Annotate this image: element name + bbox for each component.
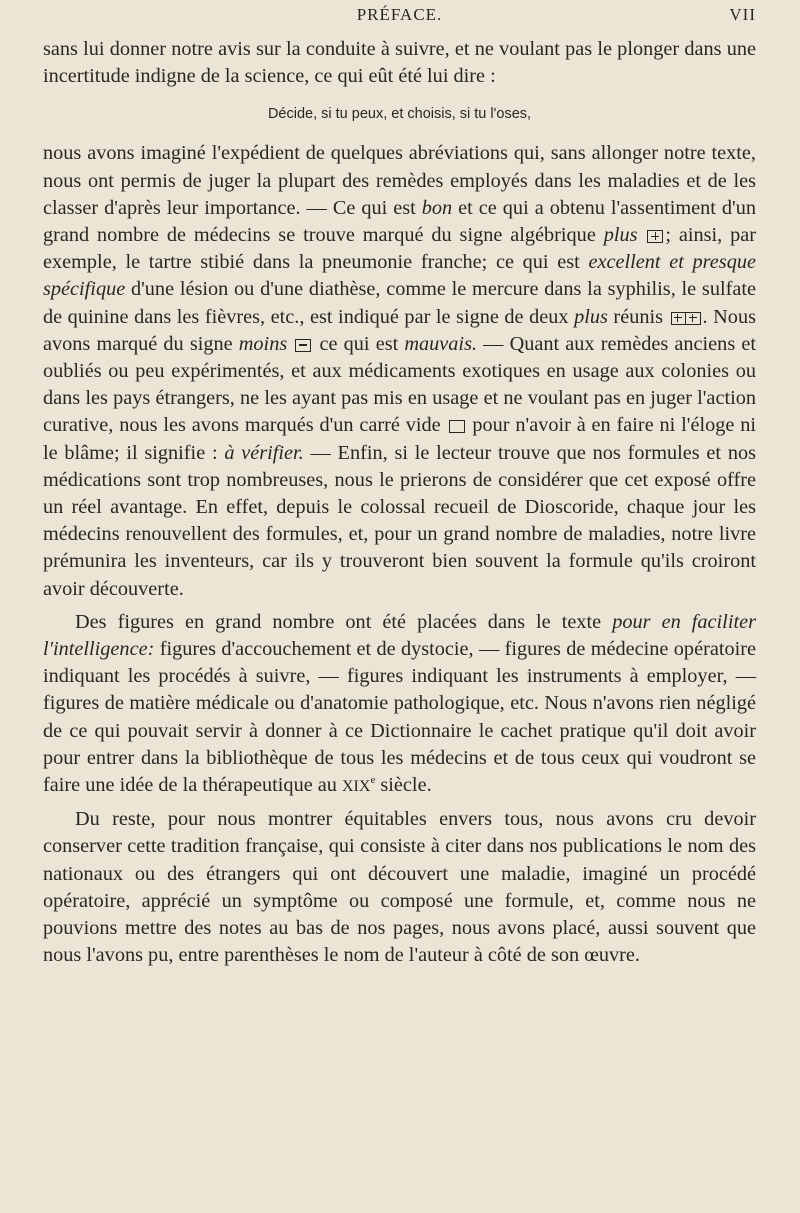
text-run: — Quant aux remèdes anciens et oubliés ou peu expérimentés, et aux médicaments exotiques en usage aux colonies ou dans les pays étrangers, ne les ayant pas mis en usage et ne voulant pas en juger l'action curative, nous les avons marqués d'un carré vide — [43, 332, 756, 437]
running-header — [43, 0, 756, 36]
text-run: d'une lésion ou d'une diathèse, comme le mercure dans la syphilis, le sulfate de quinine dans les fièvres, etc., est indiqué par le signe de deux — [43, 278, 756, 328]
italic-term: pour en faciliter l'intelligence: — [43, 610, 756, 661]
minus-sign-icon — [295, 339, 311, 352]
text-run: pour n'avoir à en faire ni l'éloge ni le blâme; il signifie : — [43, 414, 756, 464]
italic-term: à vérifier. — [224, 441, 304, 464]
paragraph-abbreviations — [43, 140, 756, 602]
empty-square-icon — [449, 420, 465, 433]
paragraph-continuation: sans lui donner notre avis sur la conduite à suivre, et ne voulant pas le plonger dans une incertitude indigne de la science, ce qui eût été lui dire : — [43, 38, 756, 88]
italic-term: plus — [574, 305, 608, 328]
paragraph-tradition: Du reste, pour nous montrer équitables envers tous, nous avons cru devoir conserver cette tradition française, qui consiste à citer dans nos publications le nom des nationaux ou des étrangers qui ont découvert une maladie, imaginé un procédé opératoire, apprécié un symptôme ou composé une formule, et, comme nous ne pouvions mettre des notes au bas de nos pages, nous avons placé, aussi souvent que nous l'avons pu, entre parenthèses le nom de l'auteur à côté de son œuvre. — [43, 808, 756, 967]
italic-term: excellent et presque spécifique — [43, 251, 756, 301]
italic-term: plus — [603, 224, 638, 247]
text-run: figures d'accouchement et de dystocie, — figures de médecine opératoire indiquant les procédés à suivre, — figures indiquant les instruments à employer, — figures de matière médicale ou d'anatomie pathologique, etc. Nous n'avons rien négligé de ce qui pouvait servir à donner à ce Dictionnaire le cachet pratique qu'il doit avoir pour entrer dans la bibliothèque de tous les médecins et de tous ceux qui voudront se faire une idée de la thérapeutique au — [43, 638, 756, 797]
century-numeral: XIX — [342, 778, 371, 796]
motto-line: Décide, si tu peux, et choisis, si tu l'oses, — [267, 106, 532, 123]
italic-term: bon — [421, 196, 453, 219]
text-run: ce qui est — [313, 332, 405, 355]
text-run: et ce qui a obtenu l'assentiment d'un grand nombre de médecins se trouve marqué du signe algébrique — [43, 196, 756, 247]
page-number: VII — [729, 5, 756, 24]
superscript: e — [370, 774, 376, 787]
text-run: siècle. — [375, 774, 432, 797]
text-run: — Enfin, si le lecteur trouve que nos formules et nos médications sont trop nombreuses, nous le prierons de considérer que cet exposé offre un réel avantage. En effet, depuis le colossal recueil de Dioscoride, chaque jour les médecins renouvellent des formules, et, pour un grand nombre de maladies, notre livre prémunira les inventeurs, car ils y trouveront bien souvent la formule qu'ils croiront avoir découverte. — [43, 441, 756, 600]
double-plus-sign-icon — [671, 312, 701, 325]
plus-sign-icon — [647, 230, 663, 243]
text-run: Des figures en grand nombre ont été placées dans le texte — [75, 610, 613, 633]
italic-term: moins — [238, 332, 288, 355]
running-title: PRÉFACE. — [356, 5, 443, 24]
italic-term: mauvais. — [404, 332, 478, 355]
text-run: . Nous avons marqué du signe — [43, 305, 756, 355]
text-run: réunis — [607, 305, 669, 328]
paragraph-figures — [43, 609, 756, 800]
text-run: ; ainsi, par exemple, le tartre stibié dans la pneumonie franche; ce qui est — [43, 224, 757, 274]
text-run: nous avons imaginé l'expédient de quelques abréviations qui, sans allonger notre texte, nous ont permis de juger la plupart des remèdes employés dans les maladies et de les classer d'après leur importance. — Ce qui est — [43, 142, 756, 219]
